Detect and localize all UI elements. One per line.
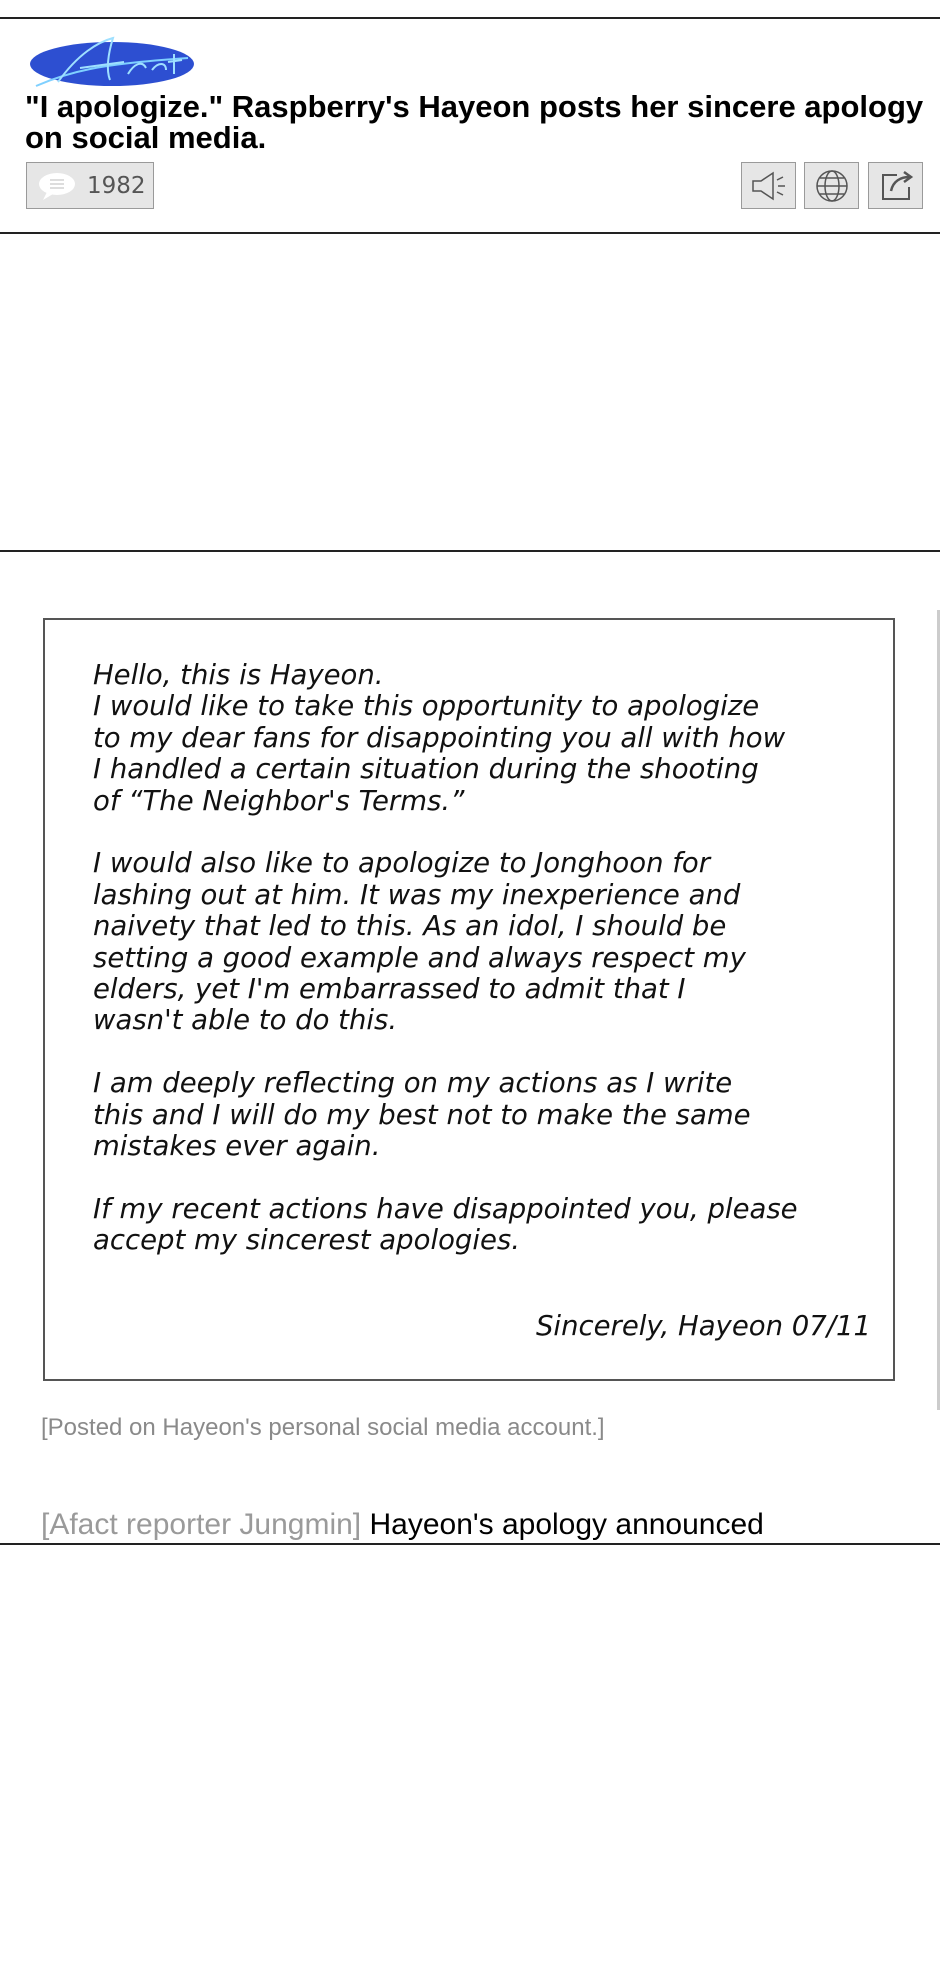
listen-button[interactable] xyxy=(741,162,796,209)
letter-signature: Sincerely, Hayeon 07/11 xyxy=(535,1310,871,1342)
article-byline xyxy=(41,1508,764,1542)
top-divider xyxy=(0,17,940,19)
content-divider-bottom xyxy=(0,1543,940,1545)
logo-graphic xyxy=(28,34,198,92)
image-caption: [Posted on Hayeon's personal social media account.] xyxy=(41,1414,605,1441)
letter-paragraph: I am deeply reflecting on my actions as I write this and I will do my best not to make the same mistakes ever again. xyxy=(93,1067,751,1163)
header-divider xyxy=(0,232,940,234)
apology-letter xyxy=(43,618,895,1381)
byline-text: Hayeon's apology announced xyxy=(361,1508,764,1541)
reporter-name[interactable]: [Afact reporter Jungmin] xyxy=(41,1508,362,1541)
site-logo[interactable] xyxy=(28,34,198,92)
globe-icon xyxy=(812,166,852,206)
letter-paragraph: I would also like to apologize to Jonghoon for lashing out at him. It was my inexperience and naivety that led to this. As an idol, I should be setting a good example and always respect my elders, yet I'm embarrassed to admit that I wasn't able to do this. xyxy=(93,847,746,1037)
letter-paragraph: Hello, this is Hayeon. I would like to take this opportunity to apologize to my dear fans for disappointing you all with how I handled a certain situation during the shooting of “The Neighbor's Terms.” xyxy=(93,659,786,817)
comment-count: 1982 xyxy=(87,172,146,199)
speaker-icon xyxy=(747,168,791,204)
article-headline: "I apologize." Raspberry's Hayeon posts her sincere apology on social media. xyxy=(25,89,924,155)
share-button[interactable] xyxy=(868,162,923,209)
letter-body xyxy=(93,660,883,1288)
translate-button[interactable] xyxy=(804,162,859,209)
comments-button[interactable] xyxy=(26,162,154,209)
share-icon xyxy=(875,167,917,205)
letter-paragraph: If my recent actions have disappointed you, please accept my sincerest apologies. xyxy=(93,1192,798,1257)
speech-bubble-icon xyxy=(37,171,77,201)
content-divider-top xyxy=(0,550,940,552)
